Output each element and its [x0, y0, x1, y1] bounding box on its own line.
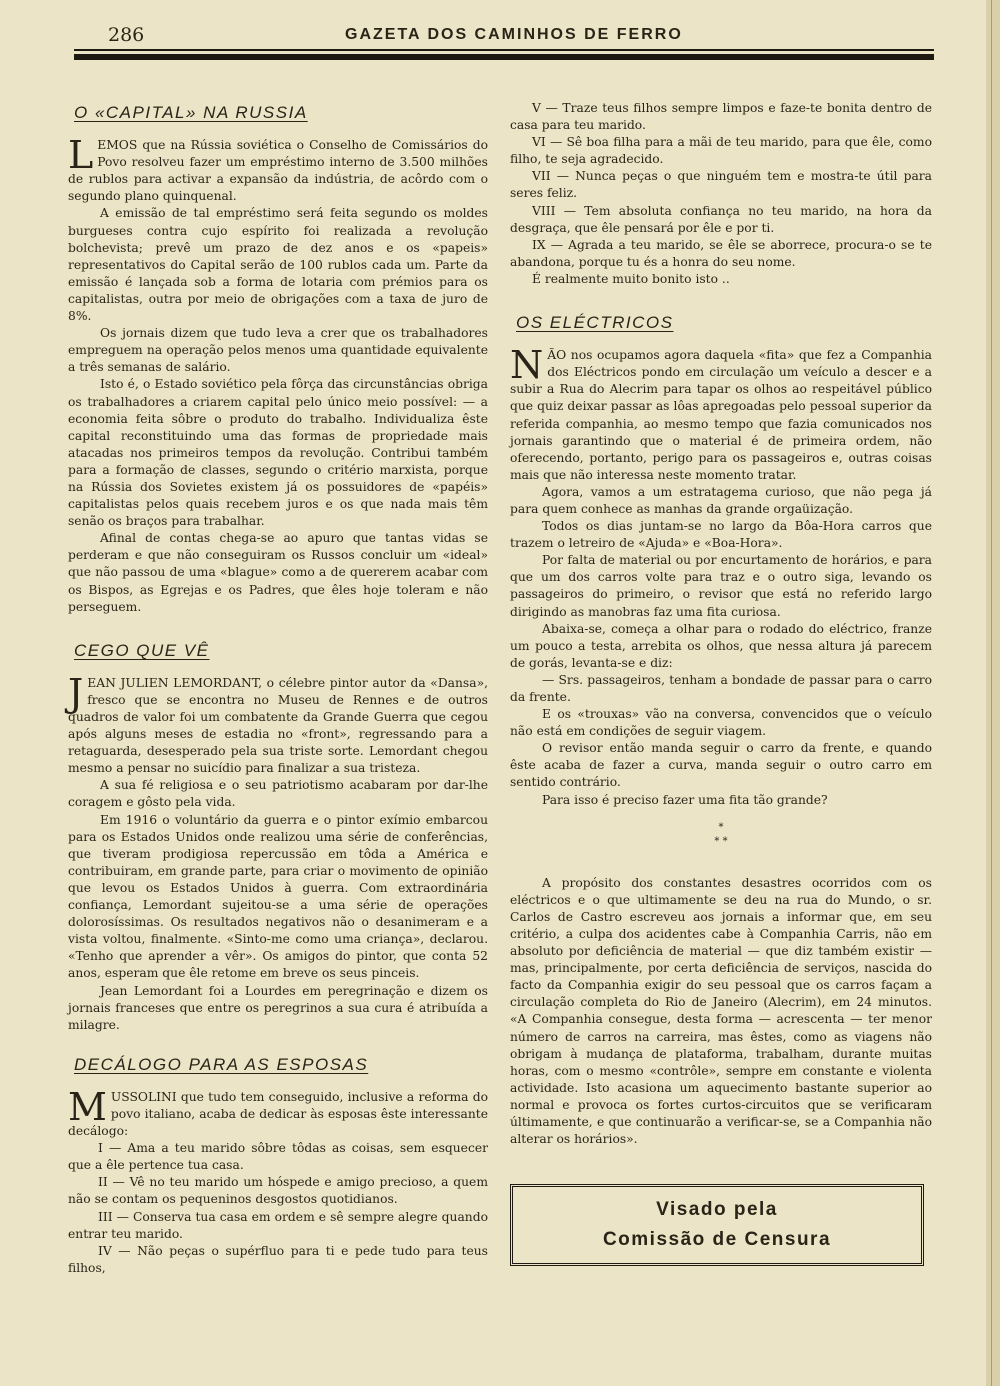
censorship-line-1: Visado pela [656, 1199, 778, 1221]
paragraph: Afinal de contas chega-se ao apuro que tantas vidas se perderam e que não conseguiram os Russos concluir um «ideal» que não passou de uma «blague» como a de quererem acabar com os Bispos, as Egrejas e os Padres, que êles hoje toleram e não perseguem. [68, 531, 488, 614]
list-item: VIII — Tem absoluta confiança no teu marido, na hora da desgraça, que êle pensará por êle e por ti. [510, 203, 932, 235]
paragraph: Abaixa-se, começa a olhar para o rodado do eléctrico, franze um pouco a testa, arrebita os olhos, que nessa altura já parecem de gorás, levanta-se e diz: [510, 621, 932, 670]
article-decalogo [68, 1056, 488, 1277]
paragraph: A emissão de tal empréstimo será feita segundo os moldes burgueses contra cujo espírito foi realizada a revolução bolchevista; prevê um prazo de dez anos e os «papeis» representativos do Capital serão de 100 rublos cada um. Parte da emissão é lançada sob a forma de lotaria com prémios para os capitalistas, outra por meio de obrigações com a taxa de juro de 8%. [68, 206, 488, 324]
paragraph: Por falta de material ou por encurtamento de horários, e para que um dos carros volte para traz e o outro siga, levando os passageiros do primeiro, o revisor que está no referido largo dirigindo as manobras faz uma fita curiosa. [510, 553, 932, 619]
censorship-line-2: Comissão de Censura [602, 1229, 832, 1251]
list-item: VI — Sê boa filha para a mãi de teu marido, para que êle, como filho, te seja agradecido. [510, 135, 932, 167]
paragraph: Para isso é preciso fazer uma fita tão grande? [542, 792, 828, 807]
paragraph: Os jornais dizem que tudo leva a crer que os trabalhadores empreguem na operação pelos menos uma quantidade equivalente a três semanas de salário. [68, 326, 488, 375]
paragraph: E os «trouxas» vão na conversa, convencidos que o veículo não está em condições de seguir viagem. [510, 707, 932, 739]
paragraph: Em 1916 o voluntário da guerra e o pintor exímio embarcou para os Estados Unidos onde realizou uma série de conferências, que tiveram prodigiosa repercussão em tôda a América e contribuiram, em grande parte, para criar o movimento de opinião que levou os Estados Unidos à guerra. Com extraordinária confiança, Lemordant sujeitou-se a uma série de operações dolorosíssimas. Os resultados negativos não o desanimeram e a vista voltou, finalmente. «Sinto-me como uma criança», declarou. «Tenho que aprender a vêr». Os amigos do pintor, que conta 52 anos, esperam que êle retome em breve os seus pinceis. [68, 812, 488, 981]
list-item: VII — Nunca peças o que ninguém tem e mostra-te útil para seres feliz. [510, 169, 932, 201]
censorship-stamp [510, 1184, 924, 1266]
drop-cap: M [68, 1084, 107, 1129]
drop-cap: J [68, 670, 84, 715]
section-title-electricos: OS ELÉCTRICOS [516, 313, 674, 333]
page-edge [986, 0, 1000, 1386]
paragraph: Agora, vamos a um estratagema curioso, que não pega já para quem conhece as manhas da grande orgaüização. [510, 484, 932, 516]
paragraph: JEAN JULIEN LEMORDANT, o célebre pintor autor da «Dansa», fresco que se encontra no Museu de Rennes e de outros quadros de valor foi um combatente da Grande Guerra que cegou após alguns meses de estadia no «front», regressando para a retaguarda, desesperado pela sua triste sorte. Lemordant chegou mesmo a pensar no suicídio para finalizar a sua tristeza. [68, 670, 488, 776]
paragraph: Isto é, o Estado soviético pela fôrça das circunstâncias obriga os trabalhadores a criarem capital pelo único meio possível: — a economia feita sôbre o produto do trabalho. Individualiza êste capital reconstituindo uma das formas de propriedade mais atacadas nos primeiros tempos da revolução. Contribui também para a formação de classes, segundo o critério marxista, porque na Rússia dos Sovietes existem já os possuidores de «papéis» capitalistas pelos quais recebem juros e os que nada mais têm senão os braços para trabalhar. [68, 377, 488, 529]
journal-title: GAZETA DOS CAMINHOS DE FERRO [345, 26, 683, 43]
paragraph: O revisor então manda seguir o carro da frente, e quando êste acaba de fazer a curva, manda seguir o outro carro em sentido contrário. [510, 741, 932, 790]
paragraph: Jean Lemordant foi a Lourdes em peregrinação e dizem os jornais franceses que entre os peregrinos a sua cura é atribuída a milagre. [68, 983, 488, 1032]
paragraph: A propósito dos constantes desastres ocorridos com os eléctricos e o que ultimamente se deu na rua do Mundo, o sr. Carlos de Castro escreveu aos jornais a informar que, em seu critério, a culpa dos acidentes cabe à Companhia Carris, não em absoluto por deficiência de material — que diz também existir — mas, principalmente, por certa deficiência de serviços, nascida do facto da Companhia exigir do seu pessoal que os carros façam a circulação completa do Rio de Janeiro (Alecrim), em 24 minutos. «A Companhia consegue, desta forma — acrescenta — ter menor número de carros na carreira, mas êstes, como as viagens não obrigam à mudança de plataforma, trabalham, durante muitas horas, com o mesmo «contrôle», sempre em constante e violenta actividade. Isto acasiona um aquecimento bastante superior ao normal e provoca os fortes curtos-circuitos que se verificaram últimamente, e que continuarão a verificar-se, se a Companhia não alterar os horários». [510, 875, 932, 1147]
right-column [510, 100, 932, 1266]
list-item: II — Vê no teu marido um hóspede e amigo precioso, a quem não se contam os pequeninos desgostos quotidianos. [68, 1175, 488, 1207]
list-item: IX — Agrada a teu marido, se êle se aborrece, procura-o se te abandona, porque tu és a honra do seu nome. [510, 237, 932, 269]
paragraph: — Srs. passageiros, tenham a bondade de passar para o carro da frente. [510, 672, 932, 704]
paragraph: Todos os dias juntam-se no largo da Bôa-Hora carros que trazem o letreiro de «Ajuda» e «Boa-Hora». [510, 519, 932, 551]
list-item: IV — Não peças o supérfluo para ti e pede tudo para teus filhos, [68, 1243, 488, 1275]
list-item: I — Ama a teu marido sôbre tôdas as coisas, sem esquecer que a êle pertence tua casa. [68, 1141, 488, 1173]
list-item: III — Conserva tua casa em ordem e sê sempre alegre quando entrar teu marido. [68, 1209, 488, 1241]
section-separator-stars: * * * [714, 821, 728, 847]
header-rule-thick [74, 54, 934, 60]
section-title-cego: CEGO QUE VÊ [74, 640, 210, 660]
paragraph: É realmente muito bonito isto .. [532, 271, 730, 286]
article-cego [68, 642, 488, 1034]
article-capital [68, 104, 488, 616]
paragraph: LEMOS que na Rússia soviética o Conselho de Comissários do Povo resolveu fazer um empréstimo interno de 3.500 milhões de rublos para activar a expansão da indústria, de acôrdo com o segundo plano quinquenal. [68, 133, 488, 204]
list-item: V — Traze teus filhos sempre limpos e faze-te bonita dentro de casa para teu marido. [510, 101, 932, 133]
decalogo-continued [510, 100, 932, 288]
left-column [68, 100, 488, 1277]
paragraph: MUSSOLINI que tudo tem conseguido, inclusive a reforma do povo italiano, acaba de dedicar às esposas êste interessante decálogo: [68, 1084, 488, 1139]
section-title-capital: O «CAPITAL» NA RUSSIA [74, 103, 308, 122]
section-title-decalogo: DECÁLOGO PARA AS ESPOSAS [74, 1054, 369, 1074]
page-header [60, 22, 940, 52]
paragraph: A sua fé religiosa e o seu patriotismo acabaram por dar-lhe coragem e gôsto pela vida. [68, 778, 488, 810]
page-edge-line [991, 0, 992, 1386]
article-electricos [510, 314, 932, 1148]
header-rule-thin [74, 49, 934, 51]
paragraph: NÃO nos ocupamos agora daquela «fita» que fez a Companhia dos Eléctricos pondo em circulação um veículo a descer e a subir a Rua do Alecrim para tapar os olhos ao respeitável público que quiz deixar passar as lôas apregoadas pelo pessoal superior da referida companhia, ao mesmo tempo que fazia comunicados nos jornais garantindo que o material é de primeira ordem, não oferecendo, portanto, perigo para os passageiros e, outras coisas mais que não interessa neste momento tratar. [510, 343, 932, 482]
page-number: 286 [108, 24, 145, 46]
drop-cap: L [68, 133, 94, 178]
drop-cap: N [510, 343, 544, 388]
